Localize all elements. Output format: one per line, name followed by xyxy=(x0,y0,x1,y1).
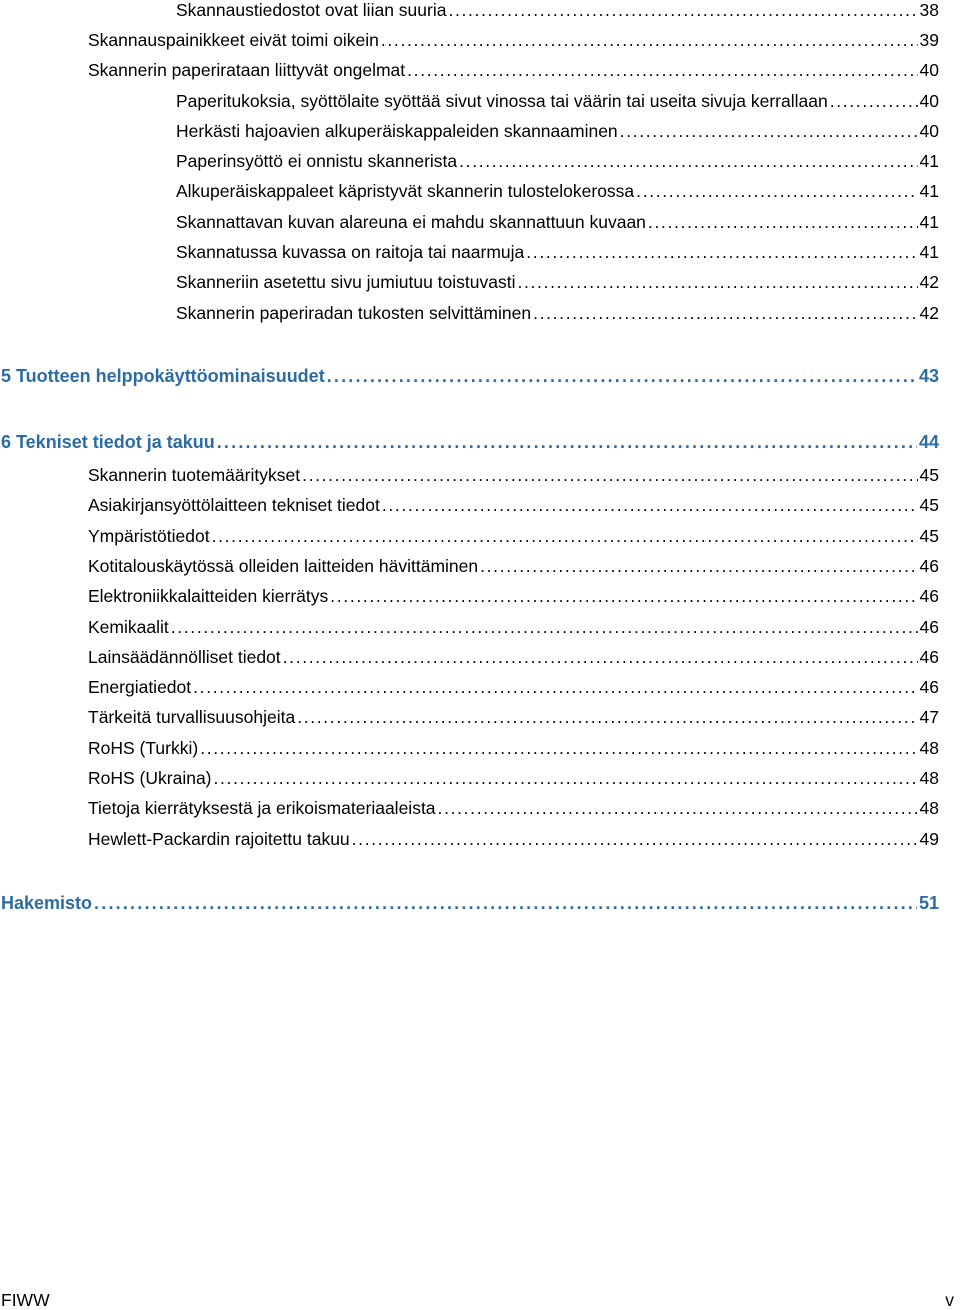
toc-entry-page: 38 xyxy=(919,0,939,20)
toc-entry-page: 46 xyxy=(919,647,939,667)
toc-entry-page: 45 xyxy=(919,465,939,485)
toc-entry-page: 48 xyxy=(919,768,939,788)
dot-leader xyxy=(193,677,917,697)
toc-entry-title: Alkuperäiskappaleet käpristyvät skannerin tulostelokerossa xyxy=(176,181,635,201)
toc-entry-title: Skannaustiedostot ovat liian suuria xyxy=(176,0,447,20)
toc-entry[interactable] xyxy=(88,617,939,637)
dot-leader xyxy=(407,60,917,80)
dot-leader xyxy=(459,151,917,171)
dot-leader xyxy=(283,647,918,667)
dot-leader xyxy=(533,303,917,323)
toc-entry[interactable] xyxy=(88,738,939,758)
toc-entry-page: 39 xyxy=(919,30,939,50)
dot-leader xyxy=(636,181,917,201)
toc-entry-page: 46 xyxy=(919,677,939,697)
toc-entry-page: 40 xyxy=(919,91,939,111)
toc-entry[interactable] xyxy=(88,677,939,697)
toc-entry-title: Skannerin paperiradan tukosten selvittäminen xyxy=(176,303,532,323)
toc-entry-title: Skannerin paperirataan liittyvät ongelmat xyxy=(88,60,406,80)
toc-chapter[interactable] xyxy=(1,432,939,452)
toc-entry-title: Skannattavan kuvan alareuna ei mahdu skannattuun kuvaan xyxy=(176,212,646,232)
toc-entry[interactable] xyxy=(88,798,939,818)
dot-leader xyxy=(212,526,918,546)
toc-entry-page: 48 xyxy=(919,738,939,758)
footer-locale-code: FIWW xyxy=(1,1290,50,1310)
dot-leader xyxy=(526,242,917,262)
toc-entry-page: 40 xyxy=(919,121,939,141)
toc-entry-page: 48 xyxy=(919,798,939,818)
toc-entry-page: 41 xyxy=(919,212,939,232)
toc-entry[interactable] xyxy=(88,647,939,667)
toc-entry-title: Energiatiedot xyxy=(88,677,192,697)
dot-leader xyxy=(480,556,917,576)
toc-entry-title: Herkästi hajoavien alkuperäiskappaleiden skannaaminen xyxy=(176,121,618,141)
toc-chapter-page: 43 xyxy=(918,366,939,386)
dot-leader xyxy=(214,768,918,788)
dot-leader xyxy=(327,366,917,386)
toc-entry-title: RoHS (Turkki) xyxy=(88,738,199,758)
toc-index[interactable] xyxy=(1,893,939,913)
footer-page-number: v xyxy=(945,1290,954,1310)
toc-entry-page: 45 xyxy=(919,526,939,546)
toc-entry-title: Skannauspainikkeet eivät toimi oikein xyxy=(88,30,379,50)
toc-entry-page: 46 xyxy=(919,556,939,576)
toc-chapter-page: 44 xyxy=(918,432,939,452)
toc-entry-page: 42 xyxy=(919,303,939,323)
dot-leader xyxy=(330,586,917,606)
toc-entry[interactable] xyxy=(88,465,939,485)
toc-entry[interactable] xyxy=(176,212,939,232)
toc-entry-page: 41 xyxy=(919,181,939,201)
toc-entry[interactable] xyxy=(88,768,939,788)
toc-entry[interactable] xyxy=(176,121,939,141)
toc-entry-page: 45 xyxy=(919,495,939,515)
toc-entry[interactable] xyxy=(88,526,939,546)
toc-entry-title: Kotitalouskäytössä olleiden laitteiden hävittäminen xyxy=(88,556,479,576)
dot-leader xyxy=(381,30,918,50)
toc-index-page: 51 xyxy=(918,893,939,913)
toc-entry-page: 47 xyxy=(919,707,939,727)
toc-entry[interactable] xyxy=(176,91,939,111)
toc-entry[interactable] xyxy=(176,181,939,201)
toc-entry[interactable] xyxy=(88,30,939,50)
dot-leader xyxy=(302,465,917,485)
toc-chapter[interactable] xyxy=(1,366,939,386)
toc-entry[interactable] xyxy=(88,60,939,80)
toc-entry-page: 41 xyxy=(919,151,939,171)
toc-entry[interactable] xyxy=(176,303,939,323)
toc-entry-title: Tärkeitä turvallisuusohjeita xyxy=(88,707,296,727)
toc-entry[interactable] xyxy=(176,272,939,292)
toc-entry-title: Hewlett-Packardin rajoitettu takuu xyxy=(88,829,350,849)
toc-entry-title: Asiakirjansyöttölaitteen tekniset tiedot xyxy=(88,495,380,515)
toc-entry-title: Tietoja kierrätyksestä ja erikoismateriaaleista xyxy=(88,798,436,818)
toc-entry-title: Skannerin tuotemääritykset xyxy=(88,465,301,485)
dot-leader xyxy=(648,212,918,232)
toc-entry-title: Elektroniikkalaitteiden kierrätys xyxy=(88,586,329,606)
dot-leader xyxy=(297,707,917,727)
dot-leader xyxy=(171,617,918,637)
toc-entry-title: Kemikaalit xyxy=(88,617,169,637)
toc-entry[interactable] xyxy=(88,556,939,576)
toc-entry-title: Skanneriin asetettu sivu jumiutuu toistuvasti xyxy=(176,272,516,292)
dot-leader xyxy=(830,91,918,111)
toc-entry[interactable] xyxy=(176,242,939,262)
dot-leader xyxy=(382,495,918,515)
toc-entry-page: 41 xyxy=(919,242,939,262)
dot-leader xyxy=(94,893,917,913)
toc-index-title: Hakemisto xyxy=(1,893,93,913)
toc-entry[interactable] xyxy=(88,707,939,727)
dot-leader xyxy=(620,121,918,141)
toc-entry-page: 42 xyxy=(919,272,939,292)
toc-entry[interactable] xyxy=(88,586,939,606)
toc-chapter-title: 6 Tekniset tiedot ja takuu xyxy=(1,432,215,452)
dot-leader xyxy=(517,272,917,292)
toc-entry-page: 49 xyxy=(919,829,939,849)
toc-entry-page: 46 xyxy=(919,617,939,637)
toc-entry-title: Paperitukoksia, syöttölaite syöttää sivut vinossa tai väärin tai useita sivuja kerrallaan xyxy=(176,91,828,111)
toc-entry[interactable] xyxy=(88,495,939,515)
toc-entry-title: Skannatussa kuvassa on raitoja tai naarmuja xyxy=(176,242,525,262)
toc-entry-page: 40 xyxy=(919,60,939,80)
dot-leader xyxy=(438,798,918,818)
toc-entry-title: Lainsäädännölliset tiedot xyxy=(88,647,281,667)
toc-entry[interactable] xyxy=(176,151,939,171)
toc-entry-title: Paperinsyöttö ei onnistu skannerista xyxy=(176,151,458,171)
dot-leader xyxy=(448,0,917,20)
toc-entry[interactable] xyxy=(88,829,939,849)
toc-entry-page: 46 xyxy=(919,586,939,606)
toc-entry-title: Ympäristötiedot xyxy=(88,526,210,546)
toc-chapter-title: 5 Tuotteen helppokäyttöominaisuudet xyxy=(1,366,325,386)
dot-leader xyxy=(217,432,917,452)
dot-leader xyxy=(352,829,918,849)
toc-entry[interactable] xyxy=(176,0,939,20)
toc-entry-title: RoHS (Ukraina) xyxy=(88,768,212,788)
dot-leader xyxy=(200,738,917,758)
